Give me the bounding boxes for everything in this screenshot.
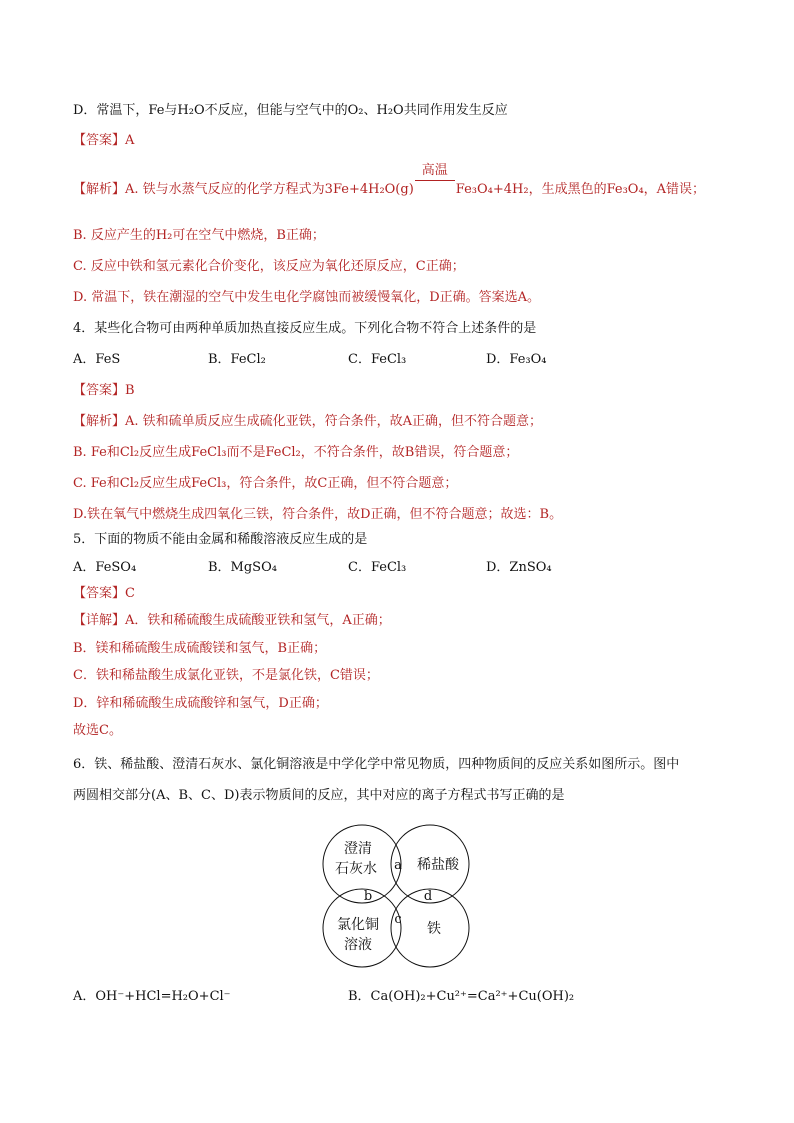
q3-analysis-b: B. 反应产生的H₂可在空气中燃烧，B正确； (73, 228, 325, 243)
reaction-condition: 高温 (415, 180, 455, 199)
analysis-a-tail: Fe₃O₄+4H₂，生成黑色的Fe₃O₄，A错误； (455, 182, 706, 197)
label-cucl2-1: 氯化铜 (337, 917, 379, 933)
label-limewater-2: 石灰水 (335, 861, 377, 877)
answer-tag: 【答案】 (73, 133, 126, 148)
analysis-tag: 【解析】 (73, 414, 126, 429)
q5-option-c: C．FeCl₃ (348, 560, 407, 575)
q4-stem: 4．某些化合物可由两种单质加热直接反应生成。下列化合物不符合上述条件的是 (73, 321, 537, 336)
q6-option-b: B．Ca(OH)₂+Cu²⁺=Ca²⁺+Cu(OH)₂ (348, 989, 575, 1004)
answer-value: A (125, 133, 135, 148)
region-b: b (363, 889, 373, 904)
region-c: c (394, 912, 402, 927)
q5-option-a: A．FeSO₄ (73, 560, 137, 575)
analysis-a-text: A. 铁和硫单质反应生成硫化亚铁，符合条件，故A正确，但不符合题意； (125, 414, 543, 429)
q6-stem-line2: 两圆相交部分(A、B、C、D)表示物质间的反应，其中对应的离子方程式书写正确的是 (73, 788, 565, 803)
q3-option-d: D．常温下，Fe与H₂O不反应，但能与空气中的O₂、H₂O共同作用发生反应 (73, 103, 508, 118)
q5-detail-a (73, 612, 391, 630)
q6-option-a: A．OH⁻+HCl=H₂O+Cl⁻ (73, 989, 231, 1004)
q3-analysis-a (73, 163, 706, 199)
q4-analysis-c: C. Fe和Cl₂反应生成FeCl₃，符合条件，故C正确，但不符合题意； (73, 476, 458, 491)
analysis-tag: 【解析】 (73, 182, 126, 197)
q4-analysis-d: D.铁在氧气中燃烧生成四氧化三铁，符合条件，故D正确，但不符合题意；故选：B。 (73, 507, 563, 522)
q4-option-c: C．FeCl₃ (348, 352, 407, 367)
q5-answer (73, 585, 135, 603)
q6-stem-line1: 6．铁、稀盐酸、澄清石灰水、氯化铜溶液是中学化学中常见物质，四种物质间的反应关系如图所示。图中 (73, 757, 680, 772)
q4-option-a: A．FeS (73, 352, 121, 367)
q4-analysis-a (73, 413, 542, 431)
detail-tag: 【详解】 (73, 613, 126, 628)
q3-analysis-d: D. 常温下，铁在潮湿的空气中发生电化学腐蚀而被缓慢氧化，D正确。答案选A。 (73, 290, 541, 305)
label-hcl: 稀盐酸 (417, 857, 459, 873)
q3-answer (73, 132, 134, 150)
label-cucl2-2: 溶液 (344, 937, 372, 953)
label-limewater-1: 澄清 (344, 841, 372, 857)
q3-analysis-c: C. 反应中铁和氢元素化合价变化，该反应为氧化还原反应，C正确； (73, 259, 465, 274)
region-a: a (394, 858, 402, 873)
q5-option-d: D．ZnSO₄ (486, 560, 552, 575)
answer-tag: 【答案】 (73, 383, 126, 398)
region-d: d (423, 889, 433, 904)
q5-conclusion: 故选C。 (73, 723, 122, 738)
q4-analysis-b: B. Fe和Cl₂反应生成FeCl₃而不是FeCl₂，不符合条件，故B错误，符合题意； (73, 445, 519, 460)
q4-option-d: D．Fe₃O₄ (486, 352, 547, 367)
q5-detail-d: D．锌和稀硫酸生成硫酸锌和氢气，D正确； (73, 696, 328, 711)
venn-diagram (322, 822, 472, 970)
q5-stem: 5．下面的物质不能由金属和稀酸溶液反应生成的是 (73, 532, 368, 547)
q5-detail-b: B．镁和稀硫酸生成硫酸镁和氢气，B正确； (73, 641, 327, 656)
answer-value: B (125, 383, 135, 398)
q4-answer (73, 382, 135, 400)
answer-tag: 【答案】 (73, 586, 126, 601)
detail-a-text: A．铁和稀硫酸生成硫酸亚铁和氢气，A正确； (125, 613, 391, 628)
label-iron: 铁 (427, 921, 441, 937)
q4-option-b: B．FeCl₂ (208, 352, 266, 367)
analysis-a-text: A. 铁与水蒸气反应的化学方程式为3Fe+4H₂O(g) (125, 182, 414, 197)
q5-detail-c: C．铁和稀盐酸生成氯化亚铁，不是氯化铁，C错误； (73, 668, 379, 683)
q5-option-b: B．MgSO₄ (208, 560, 277, 575)
answer-value: C (125, 586, 135, 601)
